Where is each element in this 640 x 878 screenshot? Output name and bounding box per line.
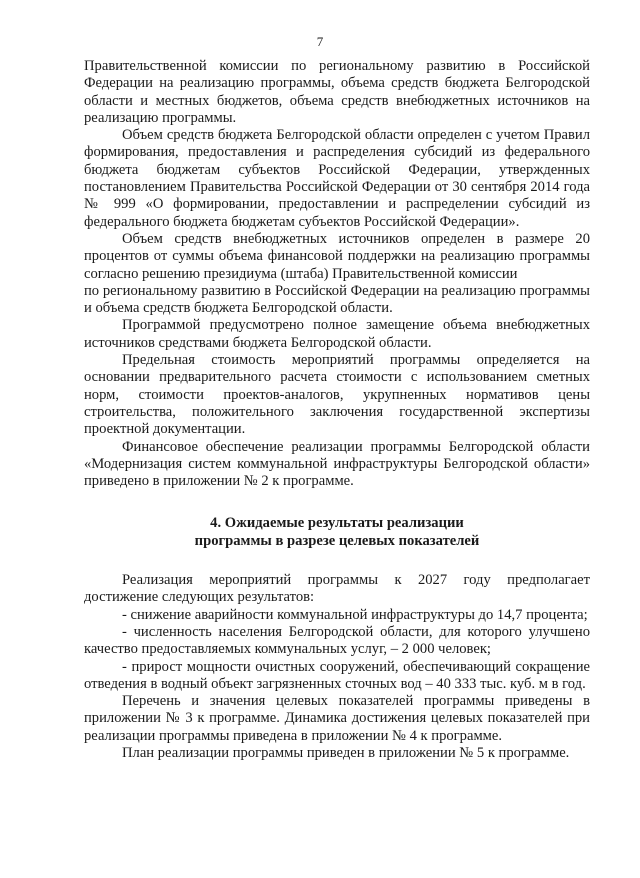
list-item-accident-rate: - снижение аварийности коммунальной инфраструктуры до 14,7 процента; — [122, 606, 588, 623]
paragraph-commission-continuation: Правительственной комиссии по региональному развитию в Российской Федерации на реализацию программы, объема средств бюджета Белгородской области и местных бюджетов, объема средств внебюджетных источников на реализацию программы. — [84, 58, 590, 126]
paragraph-max-cost: Предельная стоимость мероприятий программы определяется на основании предварительного расчета стоимости с использованием сметных норм, стоимости проектов-аналогов, укрупненных нормативов цены строительства, положительного заключения государственной экспертизы проектной документации. — [84, 352, 590, 438]
paragraph-regional-budget: Объем средств бюджета Белгородской области определен с учетом Правил формирования, предоставления и распределения субсидий из федерального бюджета бюджетам субъектов Российской Федерации, утвержденных постановлением Правительства Российской Федерации от 30 сентября 2014 года № 999 «О формировании, предоставлении и распределении субсидий из федерального бюджета бюджетам субъектов Российской Федерации». — [84, 127, 590, 230]
list-item-treatment-capacity: - прирост мощности очистных сооружений, обеспечивающий сокращение отведения в водный объект загрязненных сточных вод – 40 333 тыс. куб. м в год. — [84, 658, 590, 692]
paragraph-implementation-plan: План реализации программы приведен в приложении № 5 к программе. — [122, 744, 570, 761]
paragraph-extrabudgetary-sources: Объем средств внебюджетных источников определен в размере 20 процентов от суммы объема финансовой поддержки на реализацию программы согласно решению президиума (штаба) Правительственной комиссии — [84, 230, 590, 282]
section-heading-line-1: 4. Ожидаемые результаты реализации — [210, 515, 464, 532]
section-heading-line-2: программы в разрезе целевых показателей — [194, 532, 480, 549]
paragraph-indicators: Перечень и значения целевых показателей программы приведены в приложении № 3 к программе. Динамика достижения целевых показателей при реализации программы приведена в приложении № 4 к программе. — [84, 693, 590, 744]
paragraph-replacement: Программой предусмотрено полное замещение объема внебюджетных источников средствами бюджета Белгородской области. — [84, 317, 590, 351]
paragraph-extrabudgetary-continuation: по региональному развитию в Российской Федерации на реализацию программы и объема средств бюджета Белгородской области. — [84, 282, 590, 317]
paragraph-expected-results: Реализация мероприятий программы к 2027 году предполагает достижение следующих результатов: — [84, 572, 590, 606]
list-item-population: - численность населения Белгородской области, для которого улучшено качество предоставляемых коммунальных услуг, – 2 000 человек; — [84, 623, 590, 658]
page-number: 7 — [316, 34, 324, 49]
section-heading — [84, 515, 590, 550]
document-body — [84, 58, 590, 762]
paragraph-financing: Финансовое обеспечение реализации программы Белгородской области «Модернизация систем коммунальной инфраструктуры Белгородской области» приведено в приложении № 2 к программе. — [84, 438, 590, 490]
